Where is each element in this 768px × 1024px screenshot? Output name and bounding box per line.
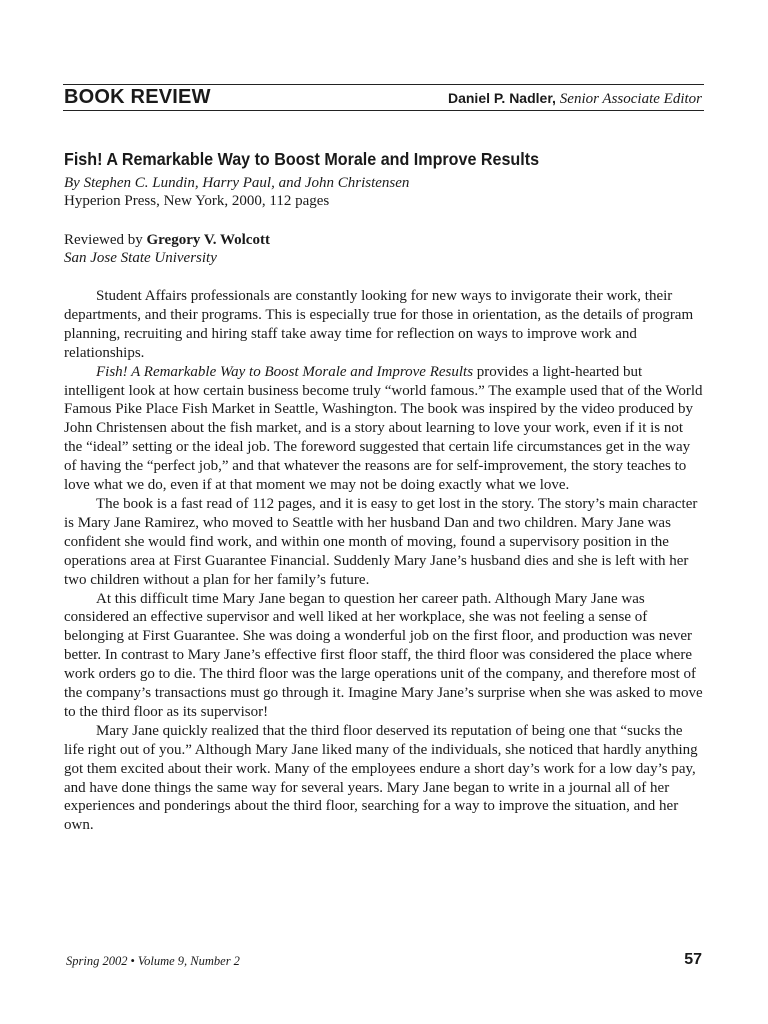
issue-info: [66, 954, 240, 969]
page-number: 57: [684, 951, 702, 968]
editor-role: Senior Associate Editor: [559, 91, 702, 107]
paragraph: [64, 363, 704, 495]
paragraph-text: provides a light-hearted but intelligent look at how certain business become truly “world famous.” The example used that of the World Famous Pike Place Fish Market in Seattle, Washington. The book was inspired by the video produced by John Christensen about the fish market, and is a story about learning to love your work, even if it is not the “ideal” setting or the ideal job. The foreword suggested that certain life circumstances get in the way of having the “perfect job,” and that whatever the reasons are for self-improvement, the story teaches to love what we do, even if at that moment we may not be doing exactly what we love.: [64, 363, 703, 494]
paragraph-text: At this difficult time Mary Jane began to question her career path. Although Mary Jane was considered an effective supervisor and well liked at her workplace, she was not feeling a sense of belonging at First Guarantee. She was doing a wonderful job on the first floor, and production was never better. In contrast to Mary Jane’s effective first floor staff, the third floor was considered the place where work orders go to die. The third floor was the large operations unit of the company, and therefore most of the company’s transactions must go through it. Imagine Mary Jane’s surprise when she was asked to move to the third floor as its supervisor!: [64, 590, 703, 720]
issue-volume: Volume 9, Number 2: [137, 954, 240, 968]
book-title: Fish! A Remarkable Way to Boost Morale and Improve Results: [64, 149, 540, 169]
book-review-header: [63, 84, 704, 111]
paragraph: [64, 590, 704, 722]
section-title: BOOK REVIEW: [64, 86, 211, 108]
book-publisher: Hyperion Press, New York, 2000, 112 pages: [64, 193, 330, 209]
paragraph-text: Mary Jane quickly realized that the third floor deserved its reputation of being one that “sucks the life right out of you.” Although Mary Jane liked many of the individuals, she noticed that hardly anything got them excited about their work. Many of the employees endure a short day’s work for a low day’s pay, and have done things the same way for several years. Mary Jane began to write in a journal all of her experiences and ponderings about the third floor, searching for a way to improve the situation, and her own.: [64, 722, 698, 834]
editor-name: Daniel P. Nadler,: [447, 90, 556, 106]
review-body: [64, 287, 704, 835]
reviewed-by-label: Reviewed by: [64, 232, 147, 248]
reviewer-line: [64, 231, 704, 249]
reviewer-name: Gregory V. Wolcott: [146, 232, 270, 248]
paragraph: [64, 495, 704, 590]
reviewer-affiliation: San Jose State University: [64, 250, 217, 266]
paragraph-text: The book is a fast read of 112 pages, and it is easy to get lost in the story. The story’s main character is Mary Jane Ramirez, who moved to Seattle with her husband Dan and two children. Mary Jane was confident she would find work, and within one month of moving, found a supervisory position in the operations area at First Guarantee Financial. Suddenly Mary Jane’s husband dies and she is left with her two children without a plan for her family’s future.: [64, 495, 698, 588]
book-authors: By Stephen C. Lundin, Harry Paul, and John Christensen: [64, 175, 410, 191]
editor-credit: [448, 90, 702, 108]
issue-season: Spring 2002: [66, 954, 128, 968]
paragraph: [64, 722, 704, 835]
bullet-separator: •: [130, 954, 135, 968]
paragraph-lead: Fish! A Remarkable Way to Boost Morale and Improve Results: [96, 363, 474, 380]
paragraph: [64, 287, 704, 363]
paragraph-text: Student Affairs professionals are constantly looking for new ways to invigorate their work, their departments, and their programs. This is especially true for those in orientation, as the details of program planning, recruiting and hiring staff take away time for reflection on ways to improve work and relationships.: [64, 288, 694, 361]
